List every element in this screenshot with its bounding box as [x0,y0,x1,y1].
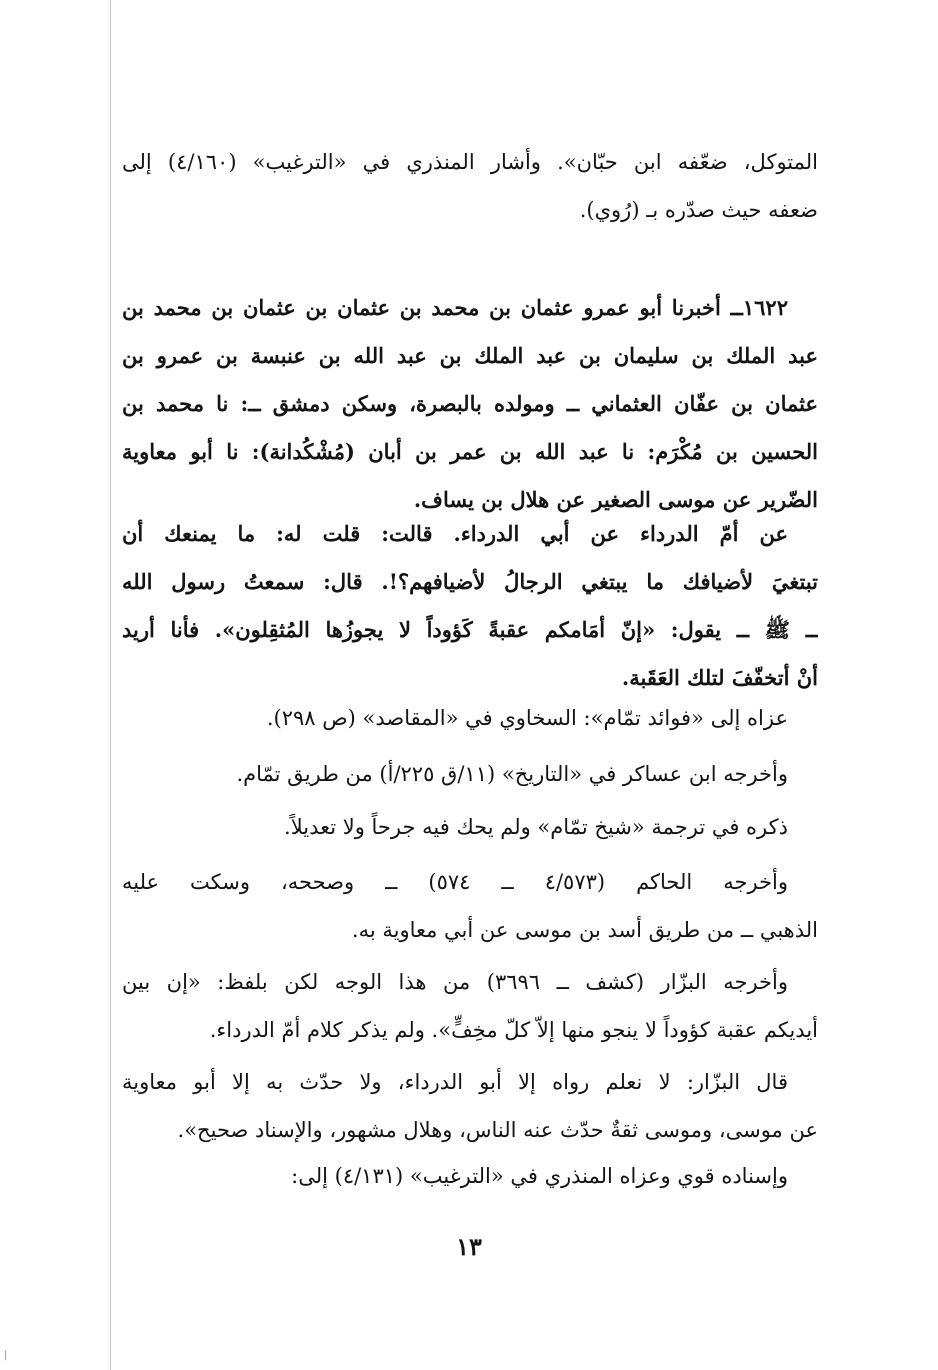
matn-line: ــ ﷺ ــ يقول: «إنّ أمَامكم عقبةً كَؤوداً لا يجوزُها المُثقِلون». فأنا أريد [122,617,818,642]
note-1 [122,694,818,742]
note-line: وأخرجه ابن عساكر في «التاريخ» (١١/ق ٢٢٥/أ) من طريق تمّام. [236,762,788,786]
margin-mark: | [4,1350,8,1361]
note-line: الذهبي ــ من طريق أسد بن موسى عن أبي معاوية به. [351,918,818,942]
note-line: وأخرجه الحاكم (٤/٥٧٣ ــ ٥٧٤) ــ وصححه، وسكت عليه [122,870,788,894]
matn-line: أنْ أتخفّفَ لتلك العَقَبة. [621,665,818,690]
note-6 [122,1058,818,1154]
note-line: عن موسى، وموسى ثقةٌ حدّث عنه الناس، وهلال مشهور، والإسناد صحيح». [177,1118,818,1142]
note-line: ذكره في ترجمة «شيخ تمّام» ولم يحك فيه جرحاً ولا تعديلاً. [284,815,788,839]
note-4 [122,858,818,954]
hadith-isnad [122,284,818,524]
top-note [122,138,818,234]
note-line: وإسناده قوي وعزاه المنذري في «الترغيب» (٤/١٣١) إلى: [291,1164,788,1188]
note-line: قال البزّار: لا نعلم رواه إلا أبو الدرداء، ولا حدّث به إلا أبو معاوية [122,1070,788,1094]
note-line: أيديكم عقبة كؤوداً لا ينجو منها إلاّ كلّ مخِفٍّ». ولم يذكر كلام أمّ الدرداء. [209,1018,818,1042]
isnad-line: ١٦٢٢ــ أخبرنا أبو عمرو عثمان بن محمد بن عثمان بن عثمان بن محمد بن [122,295,788,320]
page-edge-line [110,0,111,1370]
note-2 [122,750,818,798]
matn-line: تبتغيَ لأضيافك ما يبتغي الرجالُ لأضيافهم؟!. قال: سمعتُ رسول الله [122,569,818,594]
matn-line: عن أمّ الدرداء عن أبي الدرداء. قالت: قلت له: ما يمنعك أن [122,521,788,546]
note-line: وأخرجه البزّار (كشف ــ ٣٦٩٦) من هذا الوجه لكن بلفظ: «إن بين [122,970,788,994]
note-7 [122,1152,818,1200]
page-number: ١٣ [456,1232,482,1261]
note-line: عزاه إلى «فوائد تمّام»: السخاوي في «المقاصد» (ص ٢٩٨). [266,706,788,730]
isnad-line: عثمان بن عفّان العثماني ــ ومولده بالبصرة، وسكن دمشق ــ: نا محمد بن [122,391,818,416]
note-5 [122,958,818,1054]
note-3 [122,803,818,851]
isnad-line: الحسين بن مُكْرَم: نا عبد الله بن عمر بن أبان (مُشْكُدانة): نا أبو معاوية [122,439,818,464]
hadith-matn [122,510,818,702]
top-note-line: ضعفه حيث صدّره بـ (رُوي). [579,198,818,222]
top-note-line: المتوكل، ضعّفه ابن حبّان». وأشار المنذري في «الترغيب» (٤/١٦٠) إلى [122,150,818,174]
isnad-line: عبد الملك بن سليمان بن عبد الملك بن عبد الله بن عنبسة بن عمرو بن [122,343,818,368]
isnad-line: الضّرير عن موسى الصغير عن هلال بن يساف. [413,487,818,512]
